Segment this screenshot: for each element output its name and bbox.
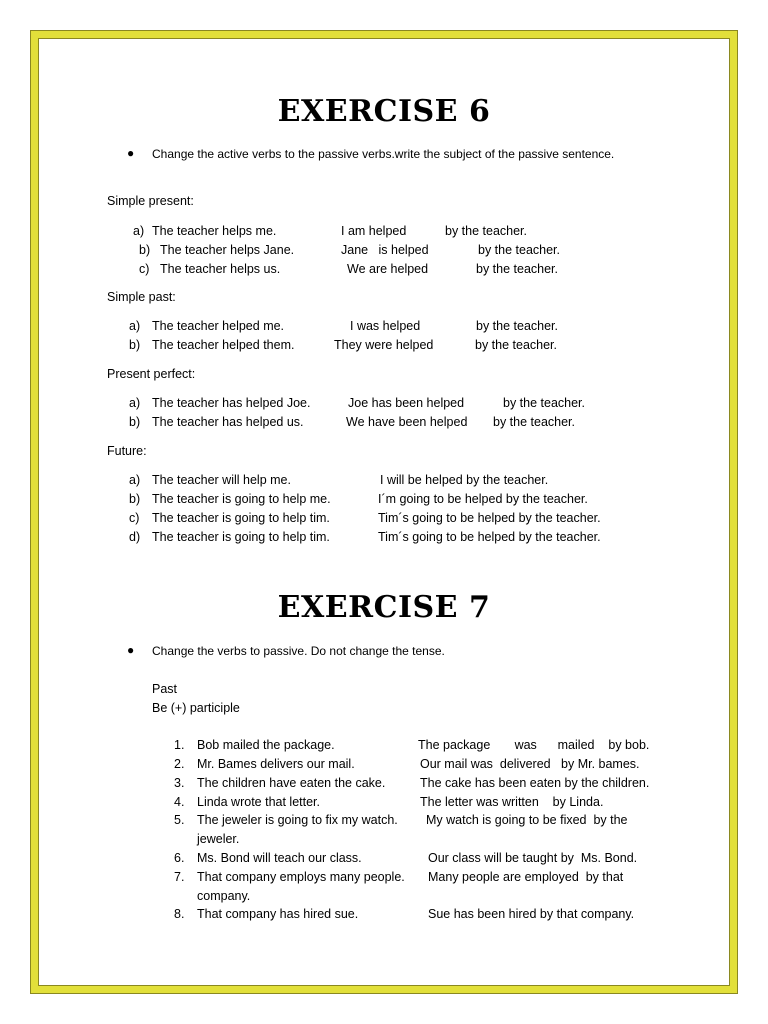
note-rule: Be (+) participle [152, 701, 240, 715]
section-heading: Simple past: [107, 290, 176, 304]
section-heading: Simple present: [107, 194, 194, 208]
exercise-6-title: EXERCISE 6 [277, 94, 491, 129]
section-heading: Present perfect: [107, 367, 196, 381]
note-past: Past [152, 682, 178, 696]
bullet-icon: ● [127, 146, 135, 160]
exercise-6-instruction: Change the active verbs to the passive verbs.write the subject of the passive sentence. [152, 147, 615, 161]
section-heading: Future: [107, 444, 147, 458]
exercise-7-instruction: Change the verbs to passive. Do not change the tense. [152, 644, 445, 658]
exercise-7-title: EXERCISE 7 [277, 590, 491, 625]
bullet-icon: ● [127, 643, 135, 657]
